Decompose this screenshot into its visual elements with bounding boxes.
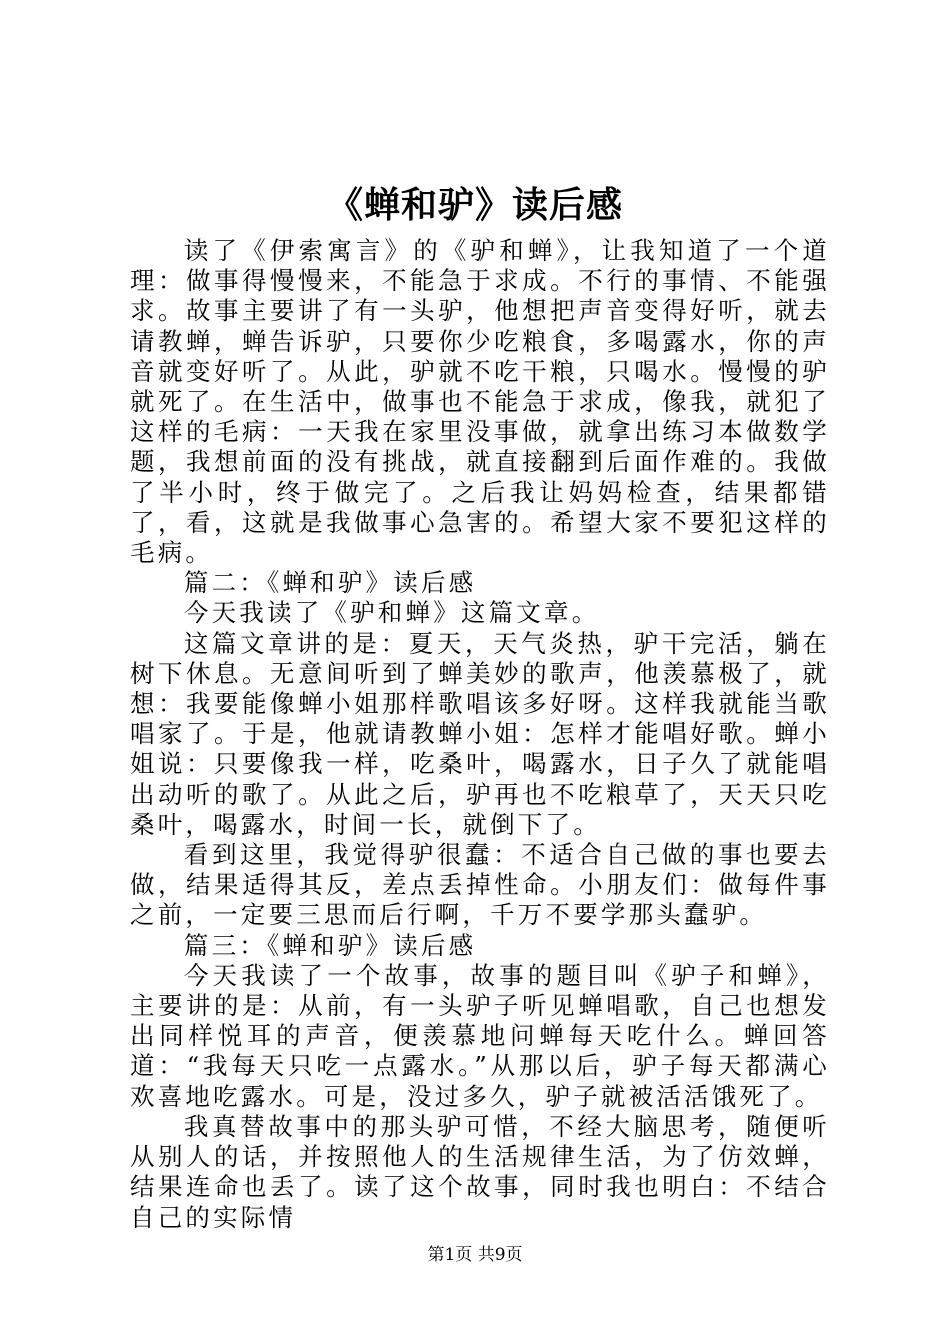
paragraph-5: 今天我读了一个故事，故事的题目叫《驴子和蝉》，主要讲的是：从前，有一头驴子听见蝉唱歌，自己也想发出同样悦耳的声音，便羡慕地问蝉每天吃什么。蝉回答道：“我每天只吃一点露水。”从那以后，驴子每天都满心欢喜地吃露水。可是，没过多久，驴子就被活活饿死了。 <box>130 960 830 1111</box>
paragraph-6: 我真替故事中的那头驴可惜，不经大脑思考，随便听从别人的话，并按照他人的生活规律生活，为了仿效蝉，结果连命也丢了。读了这个故事，同时我也明白：不结合自己的实际情 <box>130 1111 830 1232</box>
document-body <box>130 236 830 1233</box>
document-title: 《蝉和驴》读后感 <box>326 185 623 226</box>
paragraph-3: 这篇文章讲的是：夏天，天气炎热，驴干完活，躺在树下休息。无意间听到了蝉美妙的歌声，他羡慕极了，就想：我要能像蝉小姐那样歌唱该多好呀。这样我就能当歌唱家了。于是，他就请教蝉小姐：怎样才能唱好歌。蝉小姐说：只要像我一样，吃桑叶，喝露水，日子久了就能唱出动听的歌了。从此之后，驴再也不吃粮草了，天天只吃桑叶，喝露水，时间一长，就倒下了。 <box>130 628 830 839</box>
section-heading-2: 篇二：《蝉和驴》读后感 <box>183 568 477 598</box>
section-heading-3: 篇三：《蝉和驴》读后感 <box>183 930 477 960</box>
paragraph-1: 读了《伊索寓言》的《驴和蝉》，让我知道了一个道理：做事得慢慢来，不能急于求成。不行的事情、不能强求。故事主要讲了有一头驴，他想把声音变得好听，就去请教蝉，蝉告诉驴，只要你少吃粮食，多喝露水，你的声音就变好听了。从此，驴就不吃干粮，只喝水。慢慢的驴就死了。在生活中，做事也不能急于求成，像我，就犯了这样的毛病：一天我在家里没事做，就拿出练习本做数学题，我想前面的没有挑战，就直接翻到后面作难的。我做了半小时，终于做完了。之后我让妈妈检查，结果都错了，看，这就是我做事心急害的。希望大家不要犯这样的毛病。 <box>130 236 830 568</box>
page-number-footer: 第1页 共9页 <box>427 1245 523 1265</box>
paragraph-4: 看到这里，我觉得驴很蠢：不适合自己做的事也要去做，结果适得其反，差点丢掉性命。小朋友们：做每件事之前，一定要三思而后行啊，千万不要学那头蠢驴。 <box>130 840 830 930</box>
paragraph-2: 今天我读了《驴和蝉》这篇文章。 <box>183 598 600 628</box>
